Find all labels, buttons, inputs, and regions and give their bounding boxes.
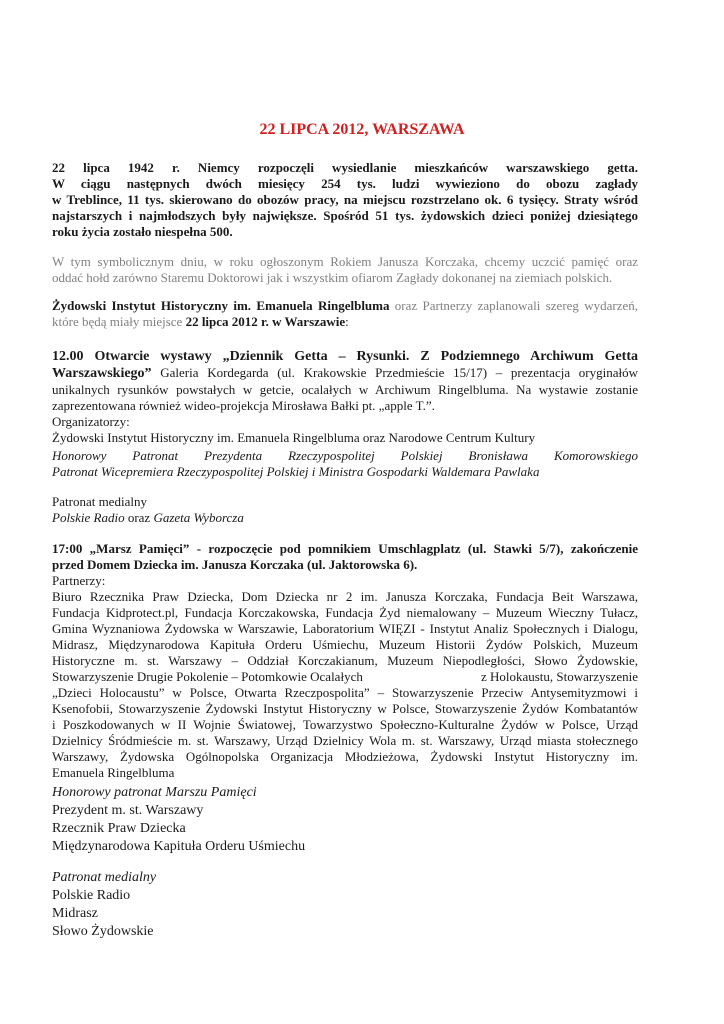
partners-line: Fundacja Kidprotect.pl, Fundacja Korczakowska, Fundacja Żyd niemalowany – Muzeum Wieczny Tułacz, [52, 605, 638, 620]
partners-line: Ksenofobii, Stowarzyszenie Żydowski Instytut Historyczny w Polsce, Stowarzyszenie Żydów Kombatantów [52, 701, 638, 716]
symbolic-paragraph [52, 254, 638, 286]
media-label: Patronat medialny [52, 494, 147, 509]
partners-line: Biuro Rzecznika Praw Dziecka, Dom Dziecka nr 2 im. Janusza Korczaka, Fundacja Beit Warszawa, [52, 589, 638, 604]
media-item: Słowo Żydowskie [52, 924, 154, 939]
media-partner: Polskie Radio [52, 510, 125, 525]
institute-paragraph [52, 298, 638, 330]
partners-label: Partnerzy: [52, 573, 106, 588]
event-exhibition [52, 348, 638, 480]
event-text: unikalnych rysunków powstałych w getcie, ocalałych w Archiwum Ringelbluma. Na wystawie zostanie [52, 382, 638, 397]
honorary-item: Rzecznik Praw Dziecka [52, 821, 186, 836]
event-heading: Warszawskiego” [52, 366, 152, 381]
partners-line: „Dzieci Holocaustu” w Polsce, Otwarta Rzeczpospolita” – Stowarzyszenie Przeciw Antysemityzmowi i [52, 685, 638, 700]
partners-line: Emanuela Ringelbluma [52, 765, 175, 780]
honorary-item: Prezydent m. st. Warszawy [52, 803, 204, 818]
colon: : [345, 314, 349, 329]
intro-paragraph [52, 160, 638, 240]
media-item: Polskie Radio [52, 888, 131, 903]
partners-line: z Holokaustu, Stowarzyszenie [480, 669, 638, 684]
honorary-label: Honorowy patronat Marszu Pamięci [52, 785, 257, 800]
event-heading: przed Domem Dziecka im. Janusza Korczaka (ul. Jaktorowska 6). [52, 557, 418, 572]
event-text: zaprezentowana również wideo-projekcja Mirosława Bałki pt. „apple T.”. [52, 398, 435, 413]
partners-line: Gmina Wyznaniowa Żydowska w Warszawie, Laboratorium WIĘZI - Instytut Analiz Społecznych i Dialogu, [52, 621, 638, 636]
partners-line: i Poszkodowanych w II Wojnie Światowej, Towarzystwo Społeczno-Kulturalne Żydów w Polsce, Urząd [52, 717, 638, 732]
event-march [52, 541, 638, 781]
media-item: Midrasz [52, 906, 98, 921]
intro-line: roku życia zostało niespełna 500. [52, 224, 233, 239]
event-text: Galeria Kordegarda (ul. Krakowskie Przedmieście 15/17) – prezentacja oryginałów [151, 365, 638, 380]
partners-line: Warszawy, Żydowska Ogólnopolska Organizacja Młodzieżowa, Żydowski Instytut Historyczny im. [52, 749, 638, 764]
honorary-patronage: Patronat Wicepremiera Rzeczypospolitej Polskiej i Ministra Gospodarki Waldemara Pawlaka [52, 464, 540, 479]
institute-text: oraz Partnerzy zaplanowali szereg wydarzeń, [389, 298, 638, 313]
symbolic-line: W tym symbolicznym dniu, w roku ogłoszonym Rokiem Janusza Korczaka, chcemy uczcić pamięć oraz [52, 254, 638, 269]
page-title: 22 LIPCA 2012, WARSZAWA [259, 121, 465, 138]
event-date: 22 lipca 2012 r. w Warszawie [185, 314, 346, 329]
intro-line: W ciągu następnych dwóch miesięcy 254 tys. ludzi wywieziono do obozu zagłady [52, 176, 638, 191]
symbolic-line: oddać hołd zarówno Staremu Doktorowi jak i wszystkim ofiarom Zagłady dokonanej na ziemiach polskich. [52, 270, 613, 285]
event-heading: 12.00 Otwarcie wystawy „Dziennik Getta – Rysunki. Z Podziemnego Archiwum Getta [52, 349, 638, 364]
partners-line: Stowarzyszenie Drugie Pokolenie – Potomkowie Ocalałych [52, 669, 363, 684]
organizers: Żydowski Instytut Historyczny im. Emanuela Ringelbluma oraz Narodowe Centrum Kultury [52, 430, 536, 445]
institute-name: Żydowski Instytut Historyczny im. Emanuela Ringelbluma [52, 298, 390, 313]
institute-text: które będą miały miejsce [52, 314, 186, 329]
march-media [52, 869, 638, 941]
partners-line: Historyczne m. st. Warszawy – Oddział Korczakianum, Muzeum Niepodległości, Słowo Żydowskie, [52, 653, 638, 668]
media-oraz: oraz [124, 510, 154, 525]
intro-line: w Treblince, 11 tys. skierowano do obozów pracy, na miejscu rozstrzelano ok. 6 tysięcy. Straty wśród [52, 192, 638, 207]
organizers-label: Organizatorzy: [52, 414, 130, 429]
partners-line: Midrasz, Międzynarodowa Kapituła Orderu Uśmiechu, Muzeum Historii Żydów Polskich, Muzeum [52, 637, 638, 652]
honorary-patronage: Honorowy Patronat Prezydenta Rzeczypospolitej Polskiej Bronisława Komorowskiego [52, 448, 638, 463]
honorary-item: Międzynarodowa Kapituła Orderu Uśmiechu [52, 839, 306, 854]
event-heading: 17:00 „Marsz Pamięci” - rozpoczęcie pod pomnikiem Umschlagplatz (ul. Stawki 5/7), zakończenie [52, 541, 638, 556]
event1-media [52, 494, 638, 526]
media-label: Patronat medialny [52, 870, 157, 885]
partners-line: Dzielnicy Śródmieście m. st. Warszawy, Urząd Dzielnicy Wola m. st. Warszawy, Urząd miasta stołecznego [52, 733, 638, 748]
intro-line: najstarszych i najmłodszych były największe. Spośród 51 tys. żydowskich dzieci poniżej dziesiątego [52, 208, 638, 223]
intro-line: 22 lipca 1942 r. Niemcy rozpoczęli wysiedlanie mieszkańców warszawskiego getta. [52, 160, 638, 175]
march-honorary [52, 784, 638, 856]
media-partner: Gazeta Wyborcza [153, 510, 244, 525]
